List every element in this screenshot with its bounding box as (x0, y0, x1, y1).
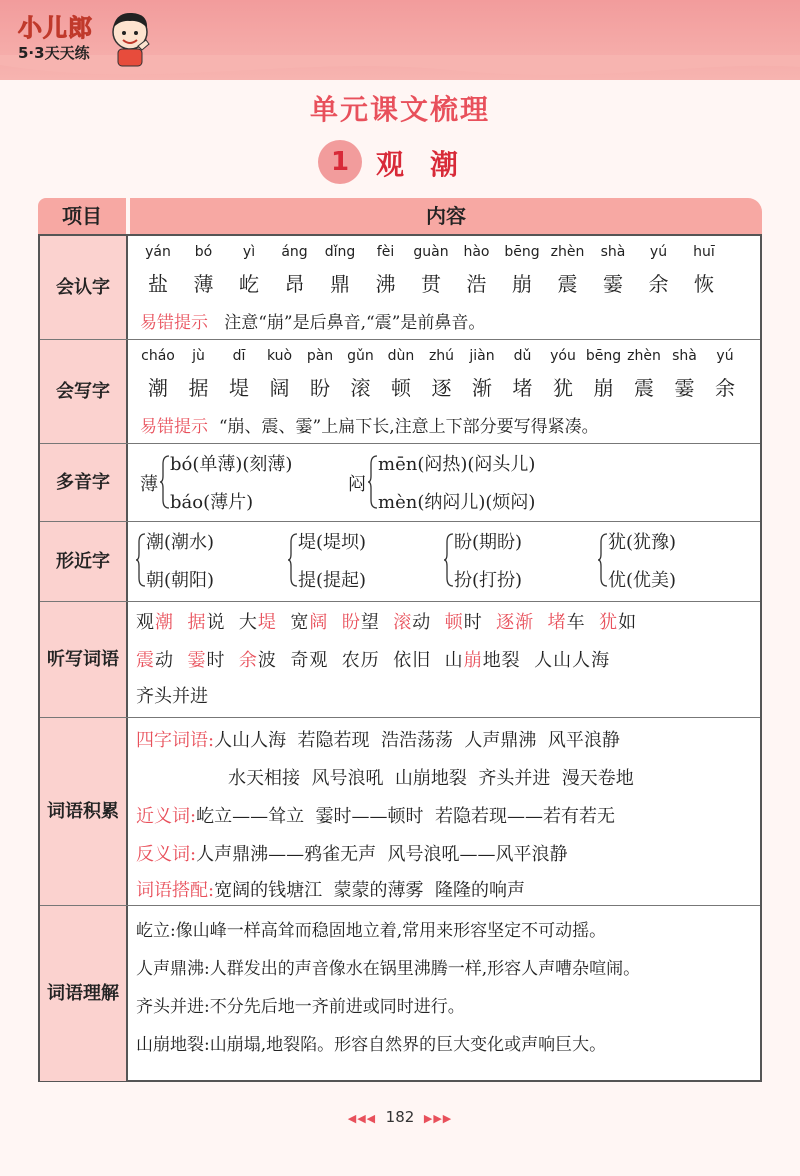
content-table (38, 234, 762, 1082)
label-line: 词语 (83, 649, 119, 670)
character: 鼎 (330, 272, 350, 296)
highlight-char: 顿 (444, 612, 464, 633)
label-line: 积累 (83, 801, 119, 822)
row-content (136, 906, 752, 1081)
pinyin: bēng (504, 244, 540, 260)
row-tingxie (40, 601, 760, 718)
character: 据 (188, 376, 209, 400)
word-list: 人声鼎沸——鸦雀无声 风号浪吼——风平浪静 (196, 844, 568, 865)
row-label: 多音字 (40, 444, 128, 522)
brace-icon (444, 532, 454, 588)
character: 震 (557, 272, 578, 296)
row-content (136, 340, 752, 444)
pinyin: áng (281, 244, 308, 260)
row-xiezi (40, 339, 760, 444)
word-text (328, 612, 341, 633)
word-text: 观 (136, 612, 155, 633)
lesson-heading (318, 140, 498, 184)
pinyin: hào (463, 244, 490, 260)
pinyin: zhú (428, 348, 455, 364)
character: 震 (634, 376, 654, 400)
pinyin: gǔn (347, 348, 374, 364)
character: 堤 (229, 376, 249, 400)
character: 崩 (593, 376, 614, 400)
similar-char: 堤(堤坝) (298, 532, 367, 553)
brace-icon (598, 532, 608, 588)
polyphone-reading: mèn(纳闷儿)(烦闷) (378, 492, 536, 513)
definition-line: 屹立:像山峰一样高耸而稳固地立着,常用来形容坚定不可动摇。 (136, 921, 607, 941)
highlight-char: 堤 (257, 612, 277, 633)
pinyin: shà (600, 244, 626, 260)
label-line: 理解 (83, 982, 119, 1004)
similar-char: 朝(朝阳) (146, 570, 215, 591)
pinyin: jù (192, 348, 205, 364)
page-footer (0, 1108, 800, 1126)
word-line (136, 876, 525, 902)
highlight-char: 阔 (309, 612, 329, 633)
row-lijie (40, 905, 760, 1081)
tip-line (140, 412, 599, 437)
logo-sub-text: 5·3天天练 (18, 44, 90, 62)
highlight-char: 崩 (463, 650, 483, 671)
character: 逐 (431, 376, 452, 400)
word-line (136, 840, 568, 866)
highlight-char: 潮 (155, 612, 174, 633)
character: 顿 (391, 376, 411, 400)
brace-icon (368, 454, 378, 510)
tip-label: 易错提示 (140, 313, 208, 333)
word-text: 地裂 人山人海 (482, 650, 611, 671)
tip-text: 注意“崩”是后鼻音,“震”是前鼻音。 (224, 313, 486, 333)
mascot-boy-icon (106, 8, 154, 68)
pinyin: dǐng (324, 244, 356, 260)
pinyin: yú (716, 348, 734, 364)
word-list: 人山人海 若隐若现 浩浩荡荡 人声鼎沸 风平浪静 (214, 730, 620, 751)
character: 盐 (148, 272, 168, 296)
similar-char: 犹(犹豫) (608, 532, 677, 553)
word-list: 宽阔的钱塘江 蒙蒙的薄雾 隆隆的响声 (214, 880, 525, 901)
right-arrows-icon: ▶▶▶ (423, 1112, 453, 1125)
polyphone-char: 薄 (140, 474, 158, 495)
character: 滚 (350, 376, 371, 400)
category-label: 反义词: (136, 844, 197, 865)
row-content (136, 444, 752, 522)
character: 余 (648, 272, 669, 296)
word-text: 说 (206, 612, 239, 633)
tip-label: 易错提示 (140, 417, 208, 437)
highlight-char: 震 (136, 650, 155, 671)
label-line: 词语 (47, 982, 83, 1004)
brace-icon (160, 454, 170, 510)
word-text: 望 (360, 612, 394, 633)
word-text: 动 (155, 650, 188, 671)
category-label: 四字词语: (136, 730, 215, 751)
word-list: 屹立——耸立 霎时——顿时 若隐若现——若有若无 (196, 806, 615, 827)
pinyin: kuò (266, 348, 293, 364)
word-text: 大 (238, 612, 258, 633)
character: 堵 (512, 376, 533, 400)
row-label (40, 906, 128, 1081)
row-content (136, 236, 752, 339)
pinyin: cháo (141, 348, 175, 364)
definition-line: 齐头并进:不分先后地一齐前进或同时进行。 (136, 997, 465, 1017)
character: 渐 (472, 376, 492, 400)
row-content (136, 522, 752, 602)
word-text: 车 (566, 612, 600, 633)
definition-line: 人声鼎沸:人群发出的声音像水在锅里沸腾一样,形容人声嘈杂喧闹。 (136, 959, 641, 979)
row-label: 会写字 (40, 340, 128, 444)
pinyin: fèi (376, 244, 395, 260)
word-text (534, 612, 547, 633)
character: 沸 (375, 272, 396, 296)
pinyin: pàn (306, 348, 334, 364)
character: 贯 (421, 272, 441, 296)
row-label (40, 602, 128, 718)
character: 余 (715, 376, 735, 400)
highlight-char: 逐渐 (496, 612, 535, 633)
pinyin: guàn (413, 244, 449, 260)
page-title: 单元课文梳理 (309, 93, 490, 126)
row-xingjin (40, 521, 760, 602)
header-content: 内容 (130, 198, 762, 234)
tip-text: “崩、震、霎”上扁下长,注意上下部分要写得紧凑。 (218, 417, 599, 437)
label-line: 听写 (47, 649, 83, 670)
word-line: 水天相接 风号浪吼 山崩地裂 齐头并进 漫天卷地 (228, 768, 634, 789)
character: 昂 (284, 272, 305, 296)
word-text: 宽 (276, 612, 310, 633)
polyphone-reading: báo(薄片) (170, 492, 254, 513)
polyphone-char: 闷 (348, 474, 366, 495)
character: 盼 (310, 376, 330, 400)
word-text: 动 (412, 612, 445, 633)
row-renzi (40, 236, 760, 339)
highlight-char: 霎 (187, 650, 207, 671)
highlight-char: 盼 (341, 612, 361, 633)
row-content (136, 602, 752, 718)
character: 霎 (674, 376, 695, 400)
row-label: 形近字 (40, 522, 128, 602)
brand-logo (14, 6, 144, 68)
category-label: 词语搭配: (136, 880, 215, 901)
lesson-number: 1 (318, 140, 362, 184)
label-line: 词语 (47, 801, 83, 822)
highlight-char: 滚 (393, 612, 413, 633)
character: 崩 (512, 272, 532, 296)
similar-char: 优(优美) (608, 570, 677, 591)
word-text: 如 (618, 612, 638, 633)
highlight-char: 余 (238, 650, 258, 671)
pinyin: yán (145, 244, 171, 260)
similar-char: 扮(打扮) (454, 570, 523, 591)
highlight-char: 据 (187, 612, 207, 633)
tip-line (140, 308, 485, 333)
word-text: 时 (206, 650, 239, 671)
similar-char: 提(提起) (298, 570, 367, 591)
pinyin: yì (242, 244, 256, 260)
left-arrows-icon: ◀◀◀ (347, 1112, 377, 1125)
dictation-line (136, 608, 637, 634)
pinyin: bēng (585, 348, 622, 364)
pinyin: dī (232, 348, 246, 364)
pinyin: yú (649, 244, 668, 260)
pinyin: bó (194, 244, 213, 260)
page-number: 182 (385, 1108, 415, 1126)
dictation-line (136, 646, 610, 672)
row-duoyin (40, 443, 760, 522)
character: 薄 (193, 272, 214, 296)
row-label: 会认字 (40, 236, 128, 339)
polyphone-reading: bó(单薄)(刻薄) (170, 454, 293, 475)
brace-icon (136, 532, 146, 588)
logo-main-text: 小儿郎 (18, 14, 93, 42)
character: 犹 (553, 376, 573, 400)
definition-line: 山崩地裂:山崩塌,地裂陷。形容自然界的巨大变化或声响巨大。 (136, 1035, 607, 1055)
pinyin: jiàn (469, 348, 495, 364)
lesson-title: 观潮 (376, 148, 485, 181)
pinyin: shà (672, 348, 697, 364)
character: 屹 (239, 272, 259, 296)
polyphone-reading: mēn(闷热)(闷头儿) (378, 454, 536, 475)
character: 浩 (466, 272, 487, 296)
row-label (40, 718, 128, 906)
pinyin: huī (693, 244, 715, 260)
row-jilei (40, 717, 760, 906)
row-content (136, 718, 752, 906)
pinyin: zhèn (550, 244, 585, 260)
similar-char: 盼(期盼) (454, 532, 523, 553)
dictation-line: 齐头并进 (136, 686, 208, 707)
word-text (174, 612, 187, 633)
pinyin: yóu (550, 348, 576, 364)
category-label: 近义词: (136, 806, 197, 827)
similar-char: 潮(潮水) (146, 532, 215, 553)
character: 阔 (269, 376, 290, 400)
pinyin: dǔ (513, 348, 532, 364)
character: 潮 (148, 376, 168, 400)
brace-icon (288, 532, 298, 588)
pinyin: dùn (387, 348, 415, 364)
character: 恢 (694, 272, 714, 296)
character: 霎 (603, 272, 623, 296)
header-item: 项目 (38, 198, 126, 234)
pinyin: zhèn (627, 348, 661, 364)
word-text: 时 (463, 612, 497, 633)
highlight-char: 犹 (599, 612, 619, 633)
word-line (136, 802, 615, 828)
highlight-char: 堵 (547, 612, 567, 633)
word-line (136, 726, 620, 752)
word-text: 波 奇观 农历 依旧 山 (257, 650, 464, 671)
